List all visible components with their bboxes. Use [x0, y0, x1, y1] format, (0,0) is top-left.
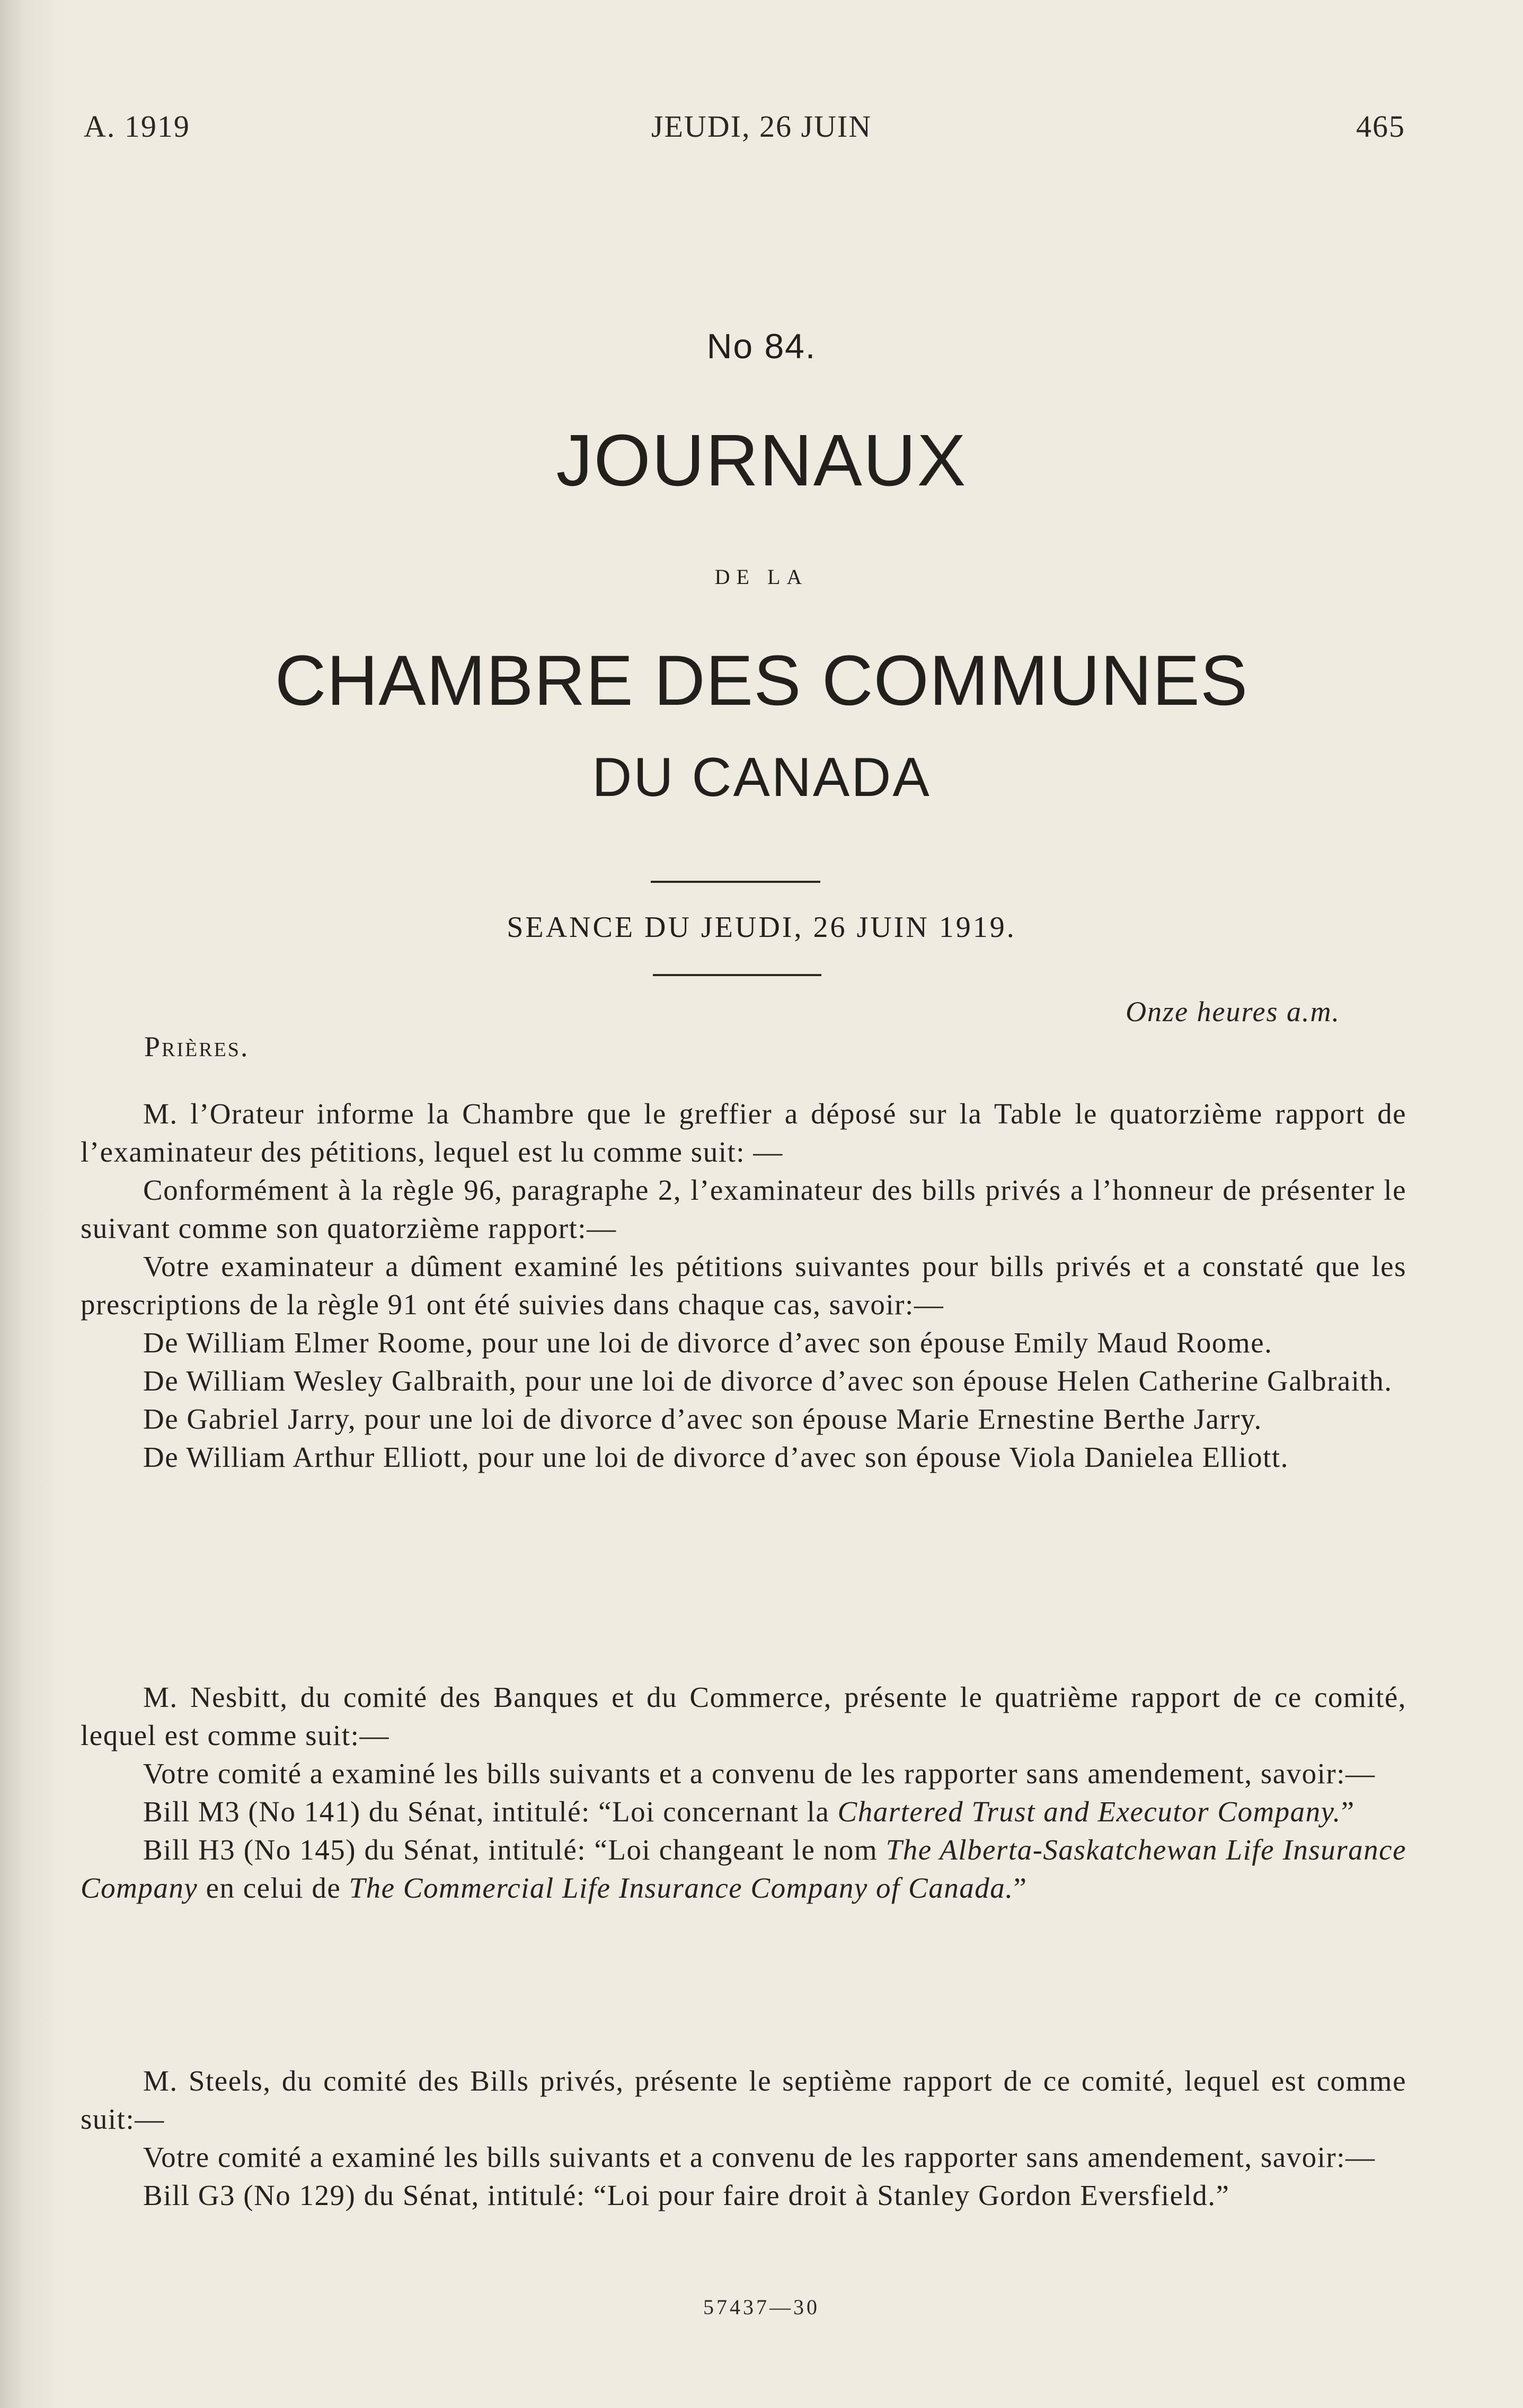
banking-committee-section: [81, 1678, 1406, 1907]
heading-rule-bottom: [653, 974, 821, 976]
bill-text: Bill H3 (No 145) du Sénat, intitulé: “Loi changeant le nom: [143, 1834, 886, 1866]
petitions-report-section: [81, 1095, 1406, 1476]
bill-company-name: The Alberta-Saskatchewan Life Insurance Company: [81, 1834, 1406, 1904]
paragraph: Votre comité a examiné les bills suivants et a convenu de les rapporter sans amendement, savoir:—: [143, 2141, 1376, 2173]
page-number: 465: [1356, 109, 1405, 144]
closing-quote: ”: [1013, 1872, 1028, 1904]
petition-item: De William Wesley Galbraith, pour une loi de divorce d’avec son épouse Helen Catherine Galbraith.: [143, 1365, 1393, 1397]
bill-company-name: The Commercial Life Insurance Company of Canada.: [349, 1872, 1014, 1904]
chamber-title: CHAMBRE DES COMMUNES: [275, 641, 1248, 720]
sitting-heading: SEANCE DU JEUDI, 26 JUIN 1919.: [507, 911, 1016, 944]
bill-item: [81, 1793, 1406, 1831]
closing-quote: ”: [1341, 1795, 1355, 1828]
issue-number: No 84.: [706, 326, 817, 366]
bill-text: en celui de: [198, 1872, 349, 1904]
bill-item: [81, 1831, 1406, 1907]
petition-item: De Gabriel Jarry, pour une loi de divorce d’avec son épouse Marie Ernestine Berthe Jarry.: [143, 1403, 1262, 1435]
sitting-time: Onze heures a.m.: [1126, 996, 1340, 1028]
paragraph: M. Steels, du comité des Bills privés, présente le septième rapport de ce comité, lequel est comme suit:—: [81, 2065, 1406, 2135]
running-head: [0, 109, 1523, 151]
prayers-heading: Prières.: [144, 1031, 250, 1063]
printer-code: 57437—30: [703, 2295, 820, 2319]
running-head-year: A. 1919: [84, 109, 190, 144]
paragraph: Conformément à la règle 96, paragraphe 2, l’examinateur des bills privés a l’honneur de présenter le suivant comme son quatorzième rapport:—: [81, 1174, 1406, 1244]
petition-item: De William Elmer Roome, pour une loi de divorce d’avec son épouse Emily Maud Roome.: [143, 1326, 1273, 1359]
petition-item: De William Arthur Elliott, pour une loi de divorce d’avec son épouse Viola Danielea Elliott.: [143, 1441, 1289, 1473]
private-bills-section: [81, 2062, 1406, 2215]
bill-item: Bill G3 (No 129) du Sénat, intitulé: “Loi pour faire droit à Stanley Gordon Eversfield.”: [143, 2179, 1230, 2211]
paragraph: Votre examinateur a dûment examiné les pétitions suivantes pour bills privés et a constaté que les prescriptions de la règle 91 ont été suivies dans chaque cas, savoir:—: [81, 1250, 1406, 1321]
bill-company-name: Chartered Trust and Executor Company.: [837, 1795, 1341, 1828]
paragraph: Votre comité a examiné les bills suivants et a convenu de les rapporter sans amendement, savoir:—: [143, 1757, 1376, 1790]
running-head-date: JEUDI, 26 JUIN: [651, 109, 872, 144]
heading-rule-top: [651, 881, 820, 883]
bill-text: Bill M3 (No 141) du Sénat, intitulé: “Loi concernant la: [143, 1795, 838, 1828]
paragraph: M. Nesbitt, du comité des Banques et du Commerce, présente le quatrième rapport de ce comité, lequel est comme suit:—: [81, 1681, 1406, 1751]
country-title: DU CANADA: [592, 747, 931, 808]
journal-title: JOURNAUX: [556, 420, 967, 501]
paragraph: M. l’Orateur informe la Chambre que le greffier a déposé sur la Table le quatorzième rapport de l’examinateur des pétitions, lequel est lu comme suit: —: [81, 1097, 1406, 1168]
title-connector: DE LA: [714, 565, 809, 589]
